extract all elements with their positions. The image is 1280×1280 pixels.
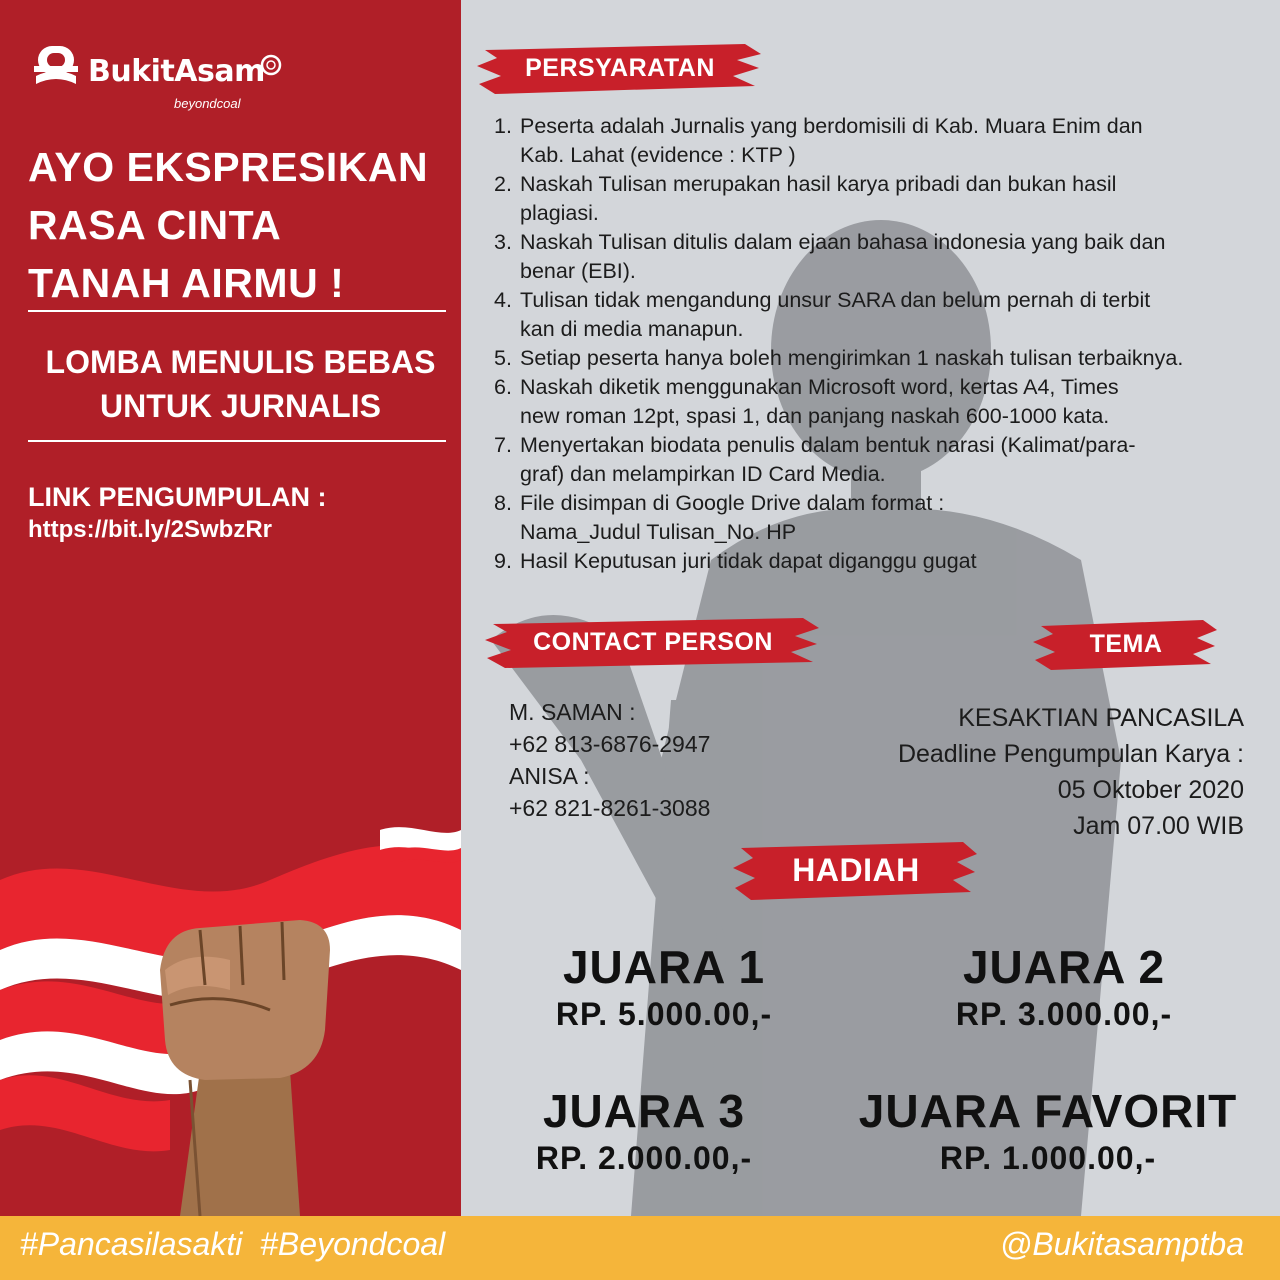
deadline-time: Jam 07.00 WIB	[1073, 812, 1244, 840]
prize-name: JUARA 3	[542, 1085, 746, 1137]
item-text: Peserta adalah Jurnalis yang berdomisili di Kab. Muara Enim dan	[520, 114, 1143, 138]
subhead-line: LOMBA MENULIS BEBAS	[45, 344, 436, 380]
item-text: File disimpan di Google Drive dalam format :	[520, 491, 945, 515]
fist-flag-illustration	[0, 820, 461, 1216]
item-text: graf) dan melampirkan ID Card Media.	[520, 462, 886, 486]
contact-info	[509, 696, 710, 824]
prize-card	[874, 940, 1254, 1034]
prize-name: JUARA 1	[562, 941, 766, 993]
social-handle[interactable]: @Bukitasamptba	[999, 1226, 1244, 1262]
brand-logo	[32, 40, 332, 110]
item-number: 8.	[494, 491, 512, 515]
item-number: 1.	[494, 114, 512, 138]
headline	[28, 138, 458, 312]
bukitasam-logo-icon	[32, 44, 80, 88]
item-text: plagiasi.	[520, 201, 599, 225]
list-item	[494, 547, 1274, 576]
item-number: 9.	[494, 549, 512, 573]
item-text: Naskah diketik menggunakan Microsoft word, kertas A4, Times	[520, 375, 1119, 399]
contact-title: CONTACT PERSON	[533, 627, 773, 656]
item-number: 6.	[494, 375, 512, 399]
prizes-title: HADIAH	[792, 851, 920, 888]
contact-name: ANISA :	[509, 763, 590, 789]
theme-info	[784, 700, 1244, 844]
brand-tagline: beyondcoal	[174, 96, 241, 111]
requirements-list	[494, 112, 1274, 576]
prizes-banner	[731, 838, 981, 902]
headline-line: TANAH AIRMU !	[28, 260, 345, 306]
list-item	[494, 489, 1274, 547]
item-text: kan di media manapun.	[520, 317, 744, 341]
prize-card	[474, 940, 854, 1034]
list-item	[494, 286, 1274, 344]
list-item	[494, 431, 1274, 489]
brand-ring-icon	[260, 54, 282, 76]
prize-name: JUARA FAVORIT	[858, 1085, 1238, 1137]
item-number: 7.	[494, 433, 512, 457]
item-number: 3.	[494, 230, 512, 254]
prize-amount: RP. 3.000.00,-	[955, 996, 1173, 1032]
submission-label: LINK PENGUMPULAN :	[28, 482, 327, 512]
subhead-line: UNTUK JURNALIS	[100, 388, 381, 424]
item-text: Kab. Lahat (evidence : KTP )	[520, 143, 796, 167]
list-item	[494, 112, 1274, 170]
footer-bar	[0, 1216, 1280, 1280]
item-text: Naskah Tulisan merupakan hasil karya pribadi dan bukan hasil	[520, 172, 1117, 196]
item-number: 2.	[494, 172, 512, 196]
item-text: Naskah Tulisan ditulis dalam ejaan bahasa indonesia yang baik dan	[520, 230, 1166, 254]
item-text: Menyertakan biodata penulis dalam bentuk narasi (Kalimat/para-	[520, 433, 1136, 457]
prize-amount: RP. 1.000.00,-	[939, 1140, 1157, 1176]
brand-name: BukitAsam	[88, 54, 265, 89]
requirements-title: PERSYARATAN	[525, 53, 715, 82]
contact-name: M. SAMAN :	[509, 699, 636, 725]
theme-banner	[1031, 616, 1221, 672]
item-text: Hasil Keputusan juri tidak dapat diganggu gugat	[520, 549, 977, 573]
prize-amount: RP. 2.000.00,-	[535, 1140, 753, 1176]
prize-card	[454, 1084, 834, 1178]
item-text: new roman 12pt, spasi 1, dan panjang naskah 600-1000 kata.	[520, 404, 1110, 428]
item-text: Tulisan tidak mengandung unsur SARA dan belum pernah di terbit	[520, 288, 1151, 312]
divider	[28, 310, 446, 312]
item-number: 5.	[494, 346, 512, 370]
headline-line: RASA CINTA	[28, 202, 282, 248]
prize-amount: RP. 5.000.00,-	[555, 996, 773, 1032]
hashtags: #Pancasilasakti #Beyondcoal	[20, 1226, 446, 1262]
deadline-label: Deadline Pengumpulan Karya :	[897, 740, 1244, 768]
subhead	[28, 340, 453, 428]
left-panel	[0, 0, 461, 1216]
deadline-date: 05 Oktober 2020	[1057, 776, 1244, 804]
contact-phone[interactable]: +62 821-8261-3088	[509, 795, 711, 821]
item-text: benar (EBI).	[520, 259, 636, 283]
item-text: Nama_Judul Tulisan_No. HP	[520, 520, 797, 544]
list-item	[494, 228, 1274, 286]
item-number: 4.	[494, 288, 512, 312]
list-item	[494, 170, 1274, 228]
contact-phone[interactable]: +62 813-6876-2947	[509, 731, 711, 757]
list-item	[494, 373, 1274, 431]
prize-name: JUARA 2	[962, 941, 1166, 993]
item-text: Setiap peserta hanya boleh mengirimkan 1 naskah tulisan terbaiknya.	[520, 346, 1184, 370]
list-item	[494, 344, 1274, 373]
divider	[28, 440, 446, 442]
contact-banner	[483, 614, 823, 670]
theme-value: KESAKTIAN PANCASILA	[958, 704, 1244, 732]
theme-title: TEMA	[1089, 629, 1163, 658]
submission-link[interactable]: https://bit.ly/2SwbzRr	[28, 516, 273, 543]
prize-card	[828, 1084, 1268, 1178]
requirements-banner	[475, 40, 765, 96]
headline-line: AYO EKSPRESIKAN	[28, 144, 429, 190]
